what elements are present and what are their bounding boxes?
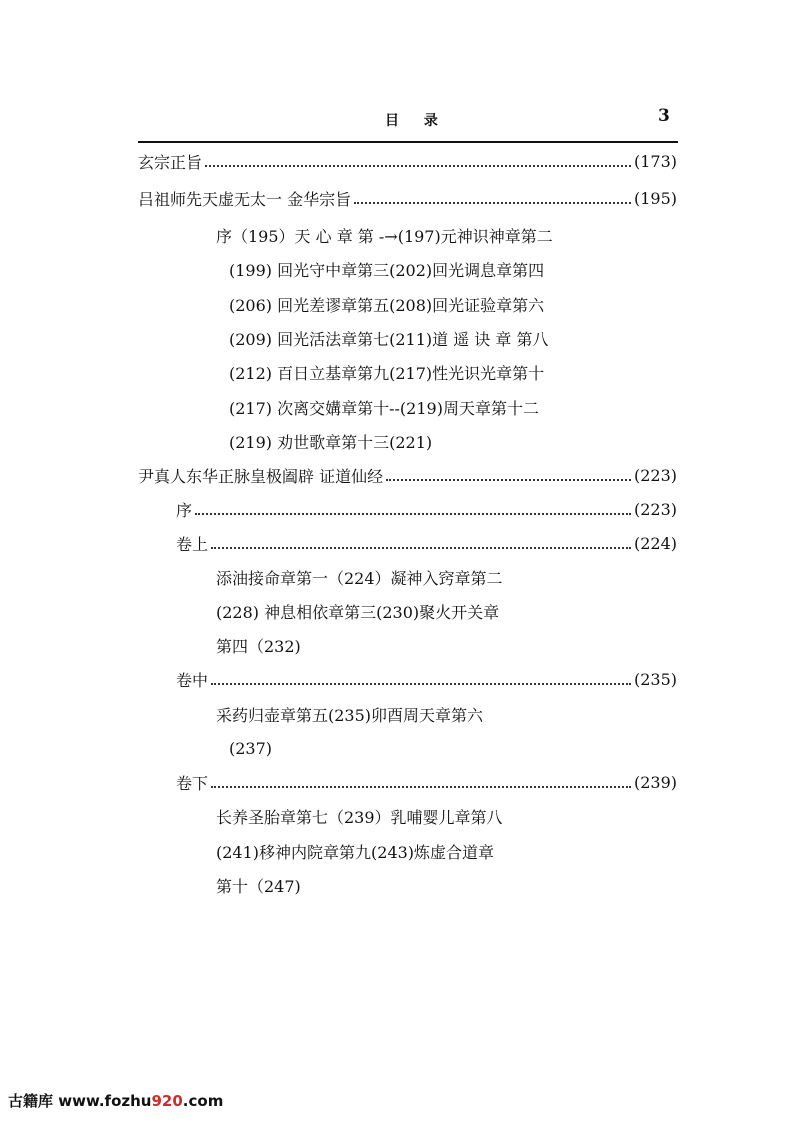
toc-subline: (241)移神内院章第九(243)炼虚合道章	[216, 842, 495, 862]
toc-subline: 第十（247)	[216, 876, 301, 896]
toc-subline: 第四（232)	[216, 636, 301, 656]
dot-leader	[195, 513, 631, 515]
toc-entry	[176, 665, 677, 693]
dot-leader	[211, 547, 631, 549]
toc-entry-title: 序	[176, 500, 193, 520]
toc-subline: (199) 回光守中章第三(202)回光调息章第四	[229, 260, 545, 280]
toc-entry-page: (239)	[633, 772, 677, 792]
toc-entry-page: (223)	[633, 499, 677, 519]
toc-entry	[176, 768, 677, 796]
toc-subline: (228) 神息相依章第三(230)聚火开关章	[216, 602, 500, 622]
page-header-title: 目 录	[385, 113, 448, 129]
toc-entry-page: (224)	[633, 533, 677, 553]
site-url: www.fozhu920.com	[58, 1092, 224, 1110]
toc-subline: 添油接命章第一（224）凝神入窍章第二	[216, 568, 503, 588]
toc-entry	[176, 495, 677, 523]
toc-entry	[176, 529, 677, 557]
toc-subline: 长养圣胎章第七（239）乳哺婴儿章第八	[216, 807, 503, 827]
dot-leader	[205, 165, 631, 167]
toc-entry-page: (223)	[633, 465, 677, 485]
toc-entry-page: (195)	[633, 188, 677, 208]
toc-subline: (237)	[229, 738, 273, 758]
toc-entry	[138, 184, 677, 212]
dot-leader	[211, 786, 631, 788]
toc-subline: (219) 劝世歌章第十三(221)	[229, 432, 433, 452]
site-watermark	[8, 1090, 223, 1111]
dot-leader	[354, 202, 631, 204]
page-number: 3	[658, 106, 670, 126]
toc-subline: (206) 回光差谬章第五(208)回光证验章第六	[229, 295, 545, 315]
site-name: 古籍库	[8, 1092, 54, 1110]
toc-subline: 序（195）天 心 章 第 -→(197)元神识神章第二	[216, 226, 553, 246]
toc-subline: (209) 回光活法章第七(211)道 遥 诀 章 第八	[229, 329, 549, 349]
toc-entry-page: (173)	[633, 151, 677, 171]
toc-entry	[138, 461, 677, 489]
header-divider	[138, 141, 678, 143]
dot-leader	[386, 479, 631, 481]
toc-entry-title: 吕祖师先天虚无太一 金华宗旨	[138, 189, 352, 209]
toc-entry-title: 卷中	[176, 670, 209, 690]
toc-entry-title: 尹真人东华正脉皇极阖辟 证道仙经	[138, 466, 384, 486]
toc-subline: (212) 百日立基章第九(217)性光识光章第十	[229, 363, 545, 383]
dot-leader	[211, 683, 631, 685]
toc-entry-page: (235)	[633, 669, 677, 689]
toc-subline: 采药归壶章第五(235)卯酉周天章第六	[216, 705, 484, 725]
toc-entry-title: 卷下	[176, 773, 209, 793]
toc-entry	[138, 147, 677, 175]
toc-subline: (217) 次离交媾章第十--(219)周天章第十二	[229, 398, 539, 418]
toc-entry-title: 玄宗正旨	[138, 152, 203, 172]
toc-entry-title: 卷上	[176, 534, 209, 554]
